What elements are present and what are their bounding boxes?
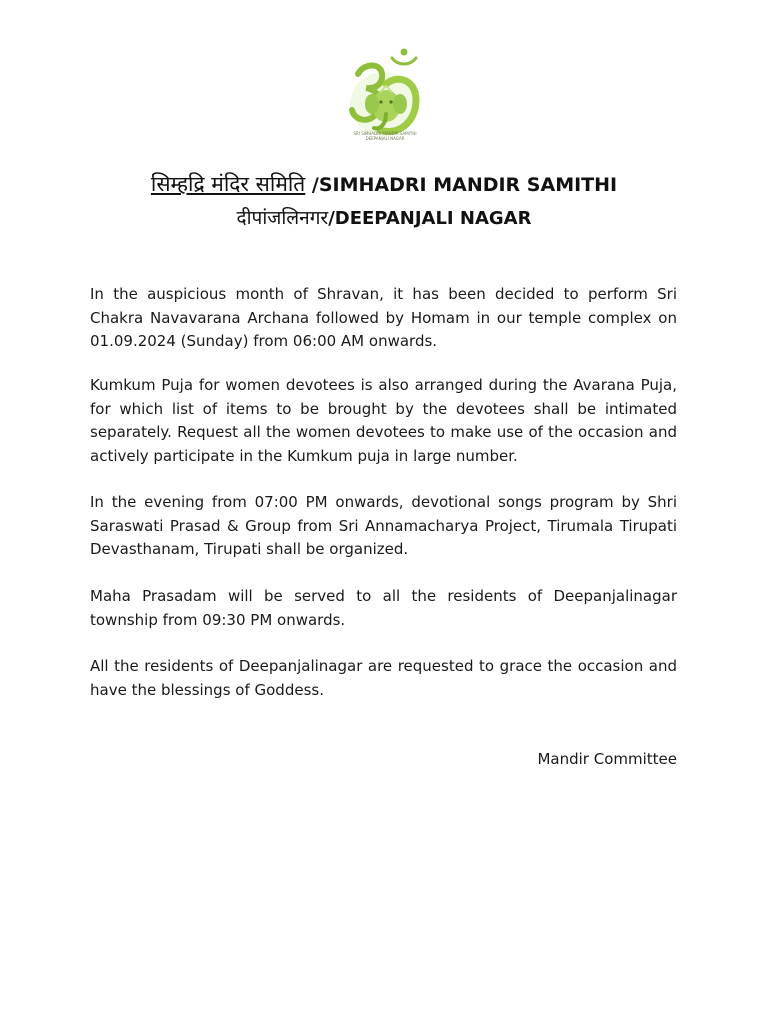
paragraph-evening-program: In the evening from 07:00 PM onwards, devotional songs program by Shri Saraswati Prasad & Group from Sri Annamacharya Project, Tirumala Tirupati Devasthanam, Tirupati shall be organized. xyxy=(90,493,677,558)
page-title xyxy=(0,170,768,199)
paragraph-kumkum-puja: Kumkum Puja for women devotees is also arranged during the Avarana Puja, for which list of items to be brought by the devotees shall be intimated separately. Request all the women devotees to make use of the occasion and actively participate in the Kumkum puja in large number. xyxy=(90,376,677,465)
logo-caption-line1: SRI SIMHADRI MANDIR SAMITHI xyxy=(353,131,417,136)
paragraph-invitation: All the residents of Deepanjalinagar are requested to grace the occasion and have the blessings of Goddess. xyxy=(90,657,677,699)
subtitle-hindi: दीपांजलिनगर xyxy=(236,207,329,229)
signature: Mandir Committee xyxy=(537,750,677,768)
title-english: /SIMHADRI MANDIR SAMITHI xyxy=(305,174,618,196)
paragraph-event-announcement: In the auspicious month of Shravan, it has been decided to perform Sri Chakra Navavarana Archana followed by Homam in our temple complex on 01.09.2024 (Sunday) from 06:00 AM onwards. xyxy=(90,285,677,350)
title-hindi: सिम्हद्रि मंदिर समिति xyxy=(150,172,306,196)
paragraph-maha-prasadam: Maha Prasadam will be served to all the residents of Deepanjalinagar township from 09:30 PM onwards. xyxy=(90,587,677,629)
page-subtitle xyxy=(0,205,768,232)
logo-caption-line2: DEEPANJALI NAGAR xyxy=(365,136,405,141)
logo-caption xyxy=(340,131,430,141)
subtitle-english: /DEEPANJALI NAGAR xyxy=(328,208,532,229)
